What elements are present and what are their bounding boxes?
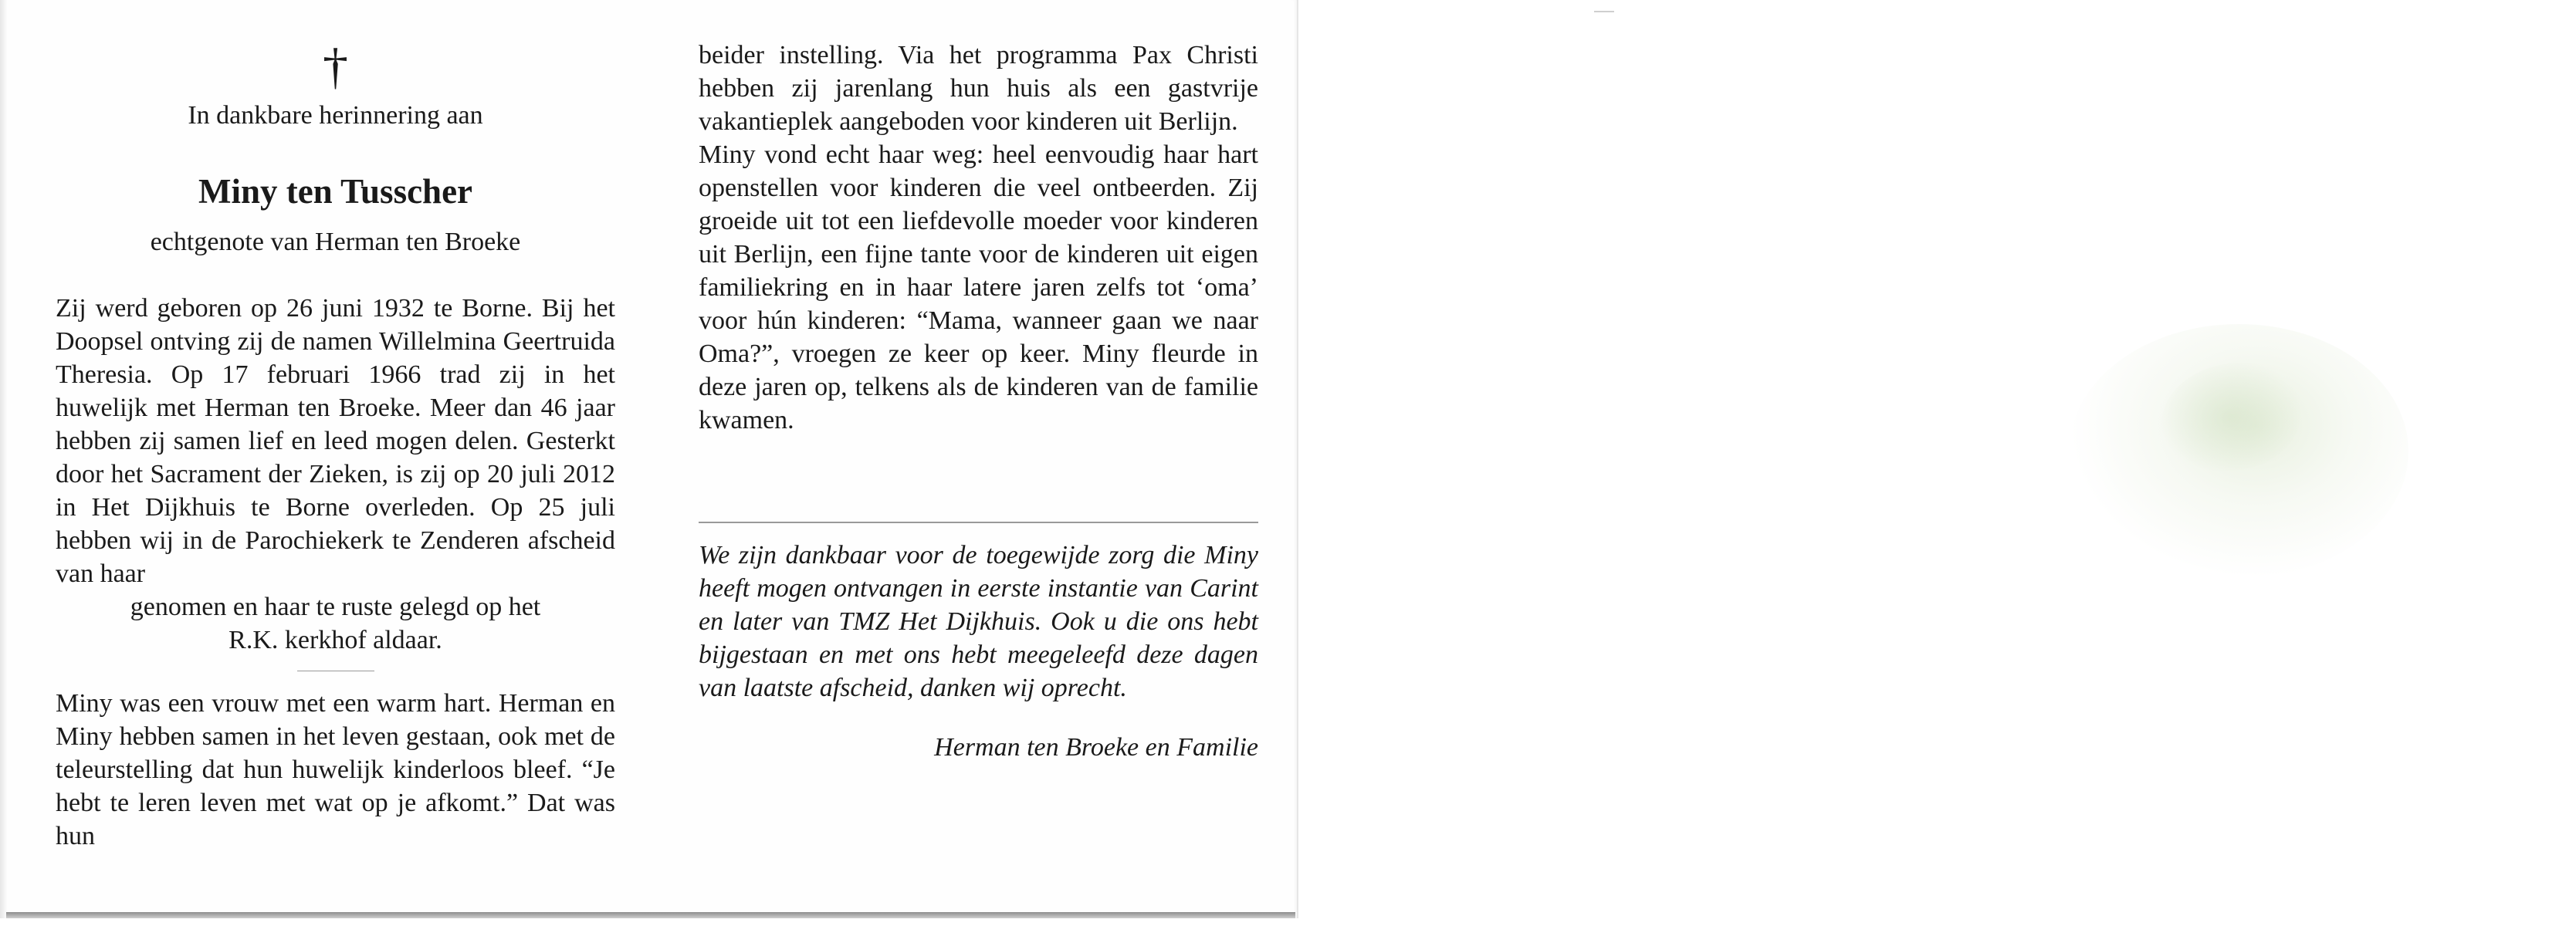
story-paragraph: Miny was een vrouw met een warm hart. Herman en Miny hebben samen in het leven gestaan, ook met de teleurstelling dat hun huwelijk kinderloos bleef. “Je hebt te leren leven met wat op je afkomt.” Dat was hun <box>56 689 615 850</box>
memorial-card-inside <box>0 0 1298 918</box>
cross-icon: † <box>323 39 348 95</box>
biography <box>56 292 615 657</box>
story-paragraph: Miny vond echt haar weg: heel eenvoudig haar hart openstellen voor kinderen die veel ontbeerden. Zij groeide uit tot een liefdevolle moeder voor kinderen uit Berlijn, een fijne tante voor de kinderen uit eigen familiekring en in haar latere jaren zelfs tot ‘oma’ voor hún kinderen: “Mama, wanneer gaan we naar Oma?”, vroegen ze keer op keer. Miny fleurde in deze jaren op, telkens als de kinderen van de familie kwamen. <box>699 140 1258 434</box>
spouse-line: echtgenote van Herman ten Broeke <box>150 228 521 256</box>
card-left-shadow <box>0 0 8 918</box>
biography-closing-line: R.K. kerkhof aldaar. <box>228 626 442 654</box>
thanks-divider <box>699 522 1258 523</box>
thanks-paragraph: We zijn dankbaar voor de toegewijde zorg die Miny heeft mogen ontvangen in eerste instantie van Carint en later van TMZ Het Dijkhuis. Ook u die ons hebt bijgestaan en met ons hebt meegeleefd deze dagen van laatste afscheid, danken wij oprecht. <box>699 541 1258 702</box>
biography-closing-line: genomen en haar te ruste gelegd op het <box>130 593 541 621</box>
intro-text: In dankbare herinnering aan <box>188 101 483 130</box>
right-column <box>699 39 1258 764</box>
deceased-name: Miny ten Tusscher <box>198 172 473 211</box>
signature: Herman ten Broeke en Familie <box>934 733 1258 762</box>
left-column <box>56 34 615 853</box>
biography-paragraph: Zij werd geboren op 26 juni 1932 te Borne. Bij het Doopsel ontving zij de namen Willelmina Geertruida Theresia. Op 17 februari 1966 trad zij in het huwelijk met Herman ten Broeke. Meer dan 46 jaar hebben zij samen lief en leed mogen delen. Gesterkt door het Sacrament der Zieken, is zij op 20 juli 2012 in Het Dijkhuis te Borne overleden. Op 25 juli hebben wij in de Parochiekerk te Zenderen afscheid van haar <box>56 294 615 588</box>
card-bottom-shadow <box>6 912 1295 918</box>
story-paragraph: beider instelling. Via het programma Pax Christi hebben zij jarenlang hun huis als een gastvrije vakantieplek aangeboden voor kinderen uit Berlijn. <box>699 41 1258 136</box>
paper-mark <box>1594 11 1614 12</box>
